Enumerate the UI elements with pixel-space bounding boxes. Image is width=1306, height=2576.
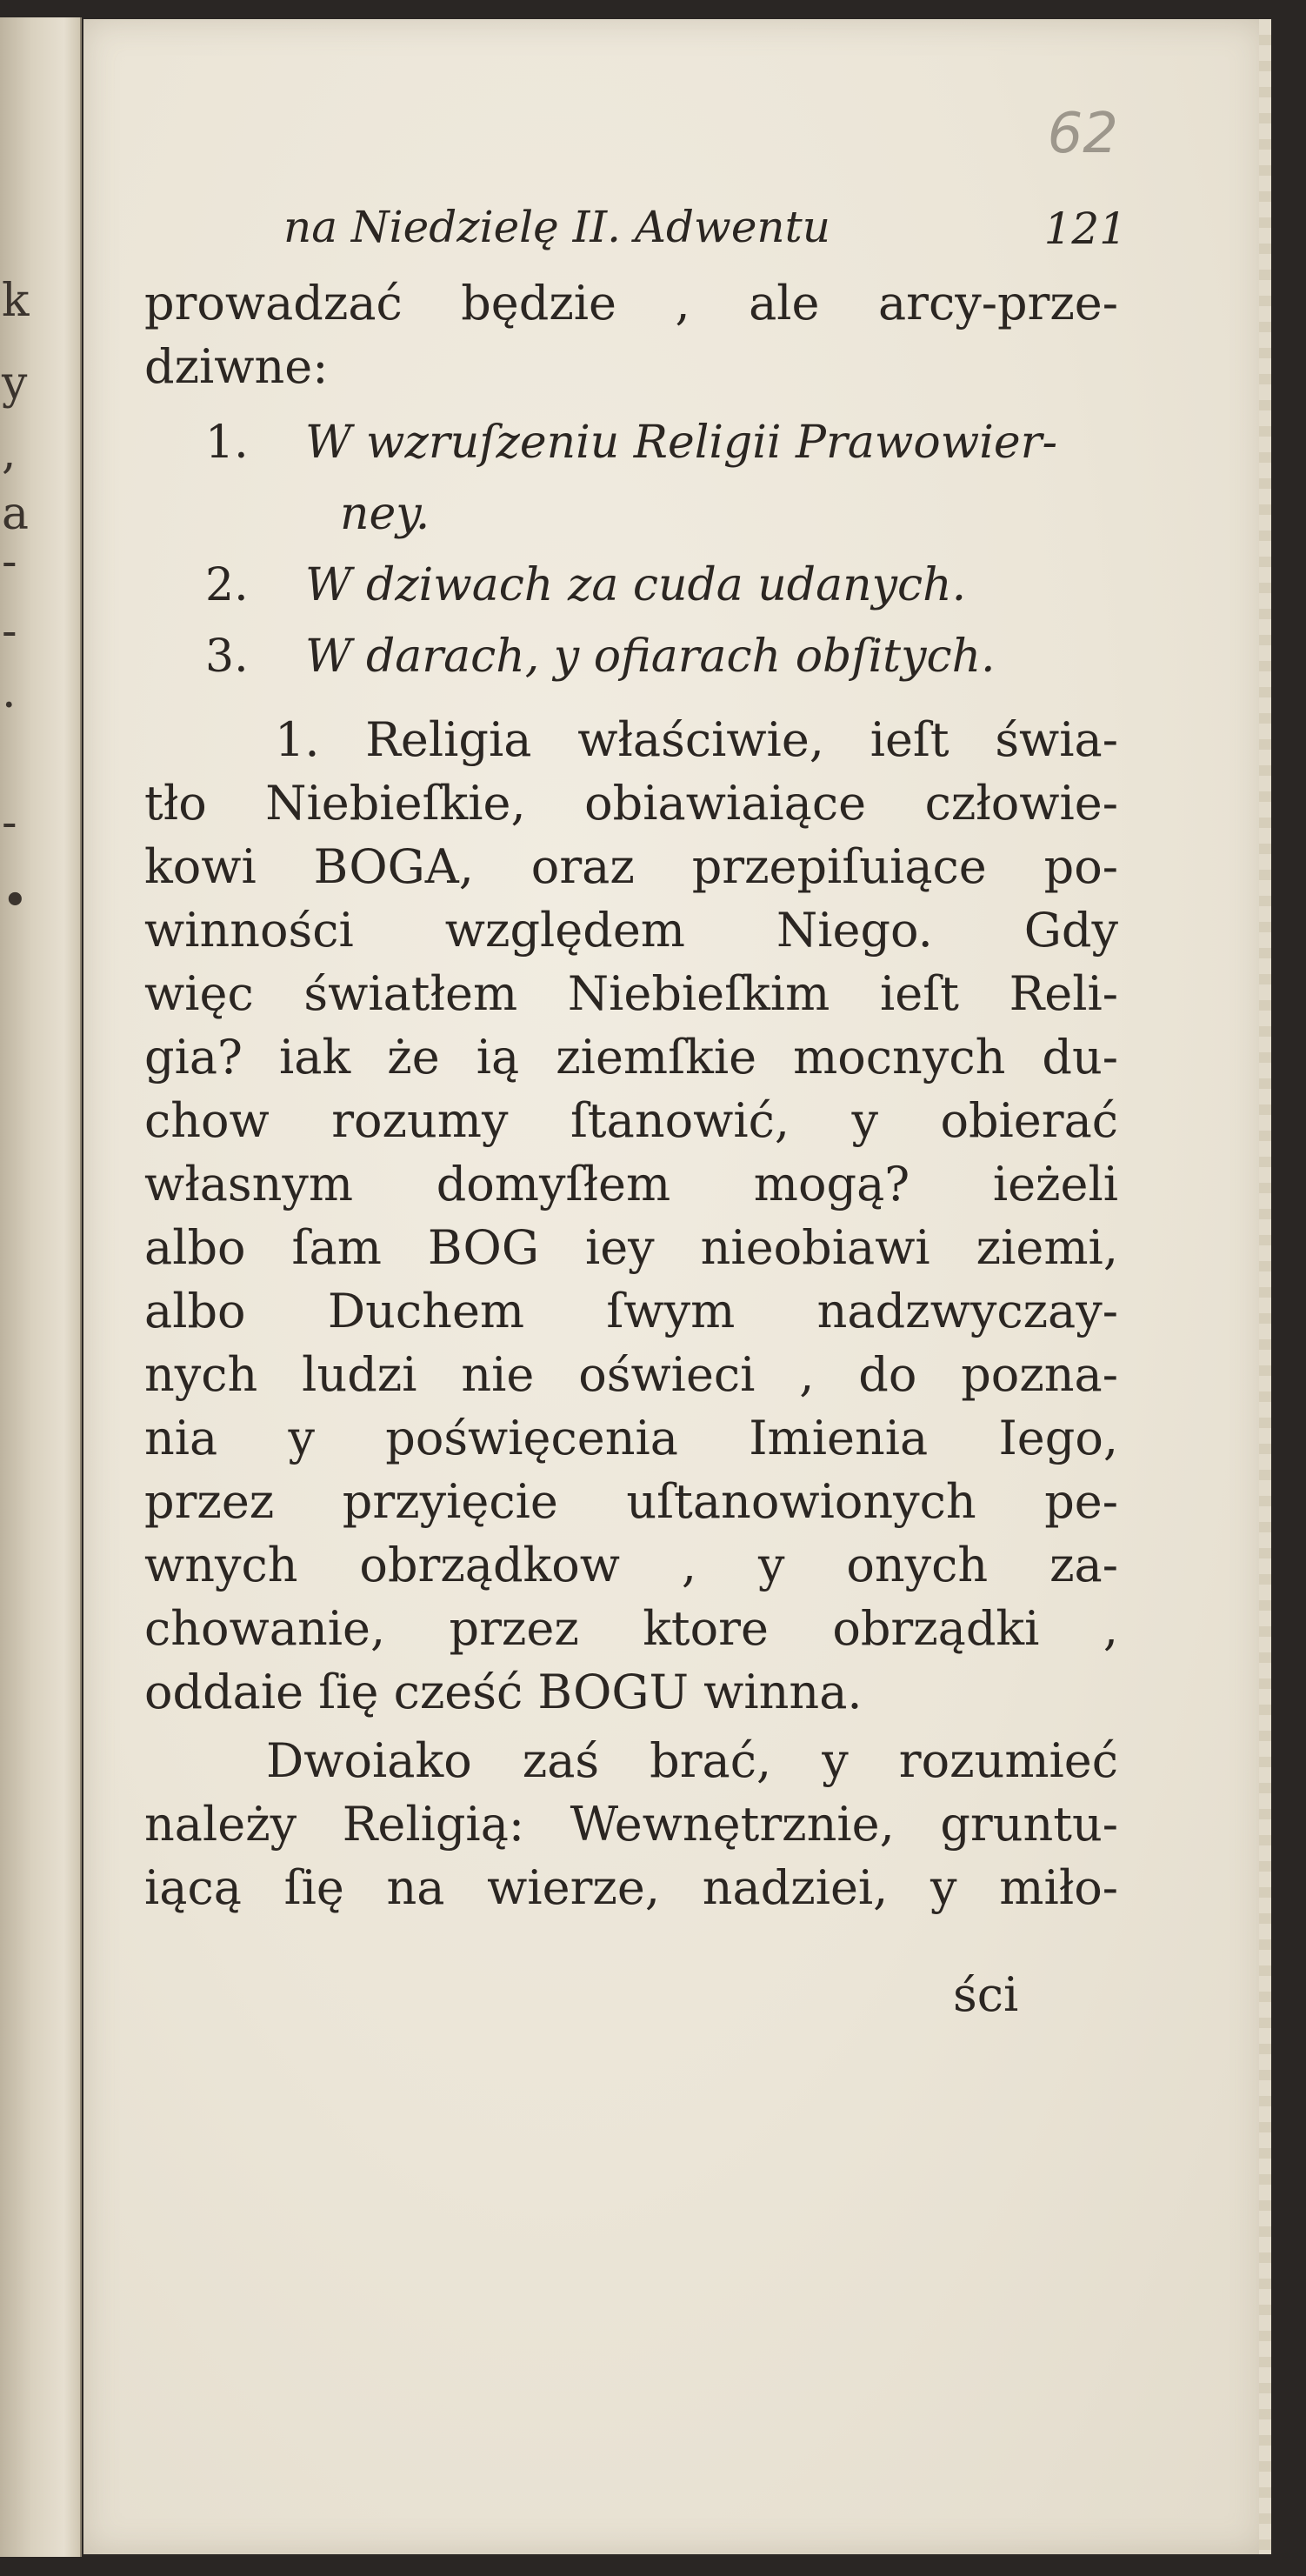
list-item-text: W darach, y ofiarach obſitych. [305, 631, 996, 683]
text-line: 1. Religia właściwie, ieſt świa- [275, 712, 1118, 767]
book-page [83, 19, 1266, 2554]
pencil-folio-mark: 62 [1047, 102, 1118, 166]
text-line: chowanie, przez ktore obrządki , [144, 1601, 1118, 1656]
page-body [144, 271, 1118, 1919]
list-item [144, 550, 1118, 621]
list-item [144, 407, 1118, 478]
text-line: prowadzać będzie , ale arcy-prze- [144, 276, 1118, 330]
list-item [144, 621, 1118, 692]
text-line: kowi BOGA, oraz przepiſuiące po- [144, 839, 1118, 894]
text-line: chow rozumy ſtanowić, y obierać [144, 1093, 1118, 1148]
text-line: albo Duchem ſwym nadzwyczay- [144, 1284, 1118, 1338]
list-item-number: 3. [205, 631, 249, 683]
facing-page-fragment: k [2, 275, 30, 327]
list-item-number: 1. [205, 417, 249, 469]
text-line: wnych obrządkow , y onych za- [144, 1538, 1118, 1592]
paragraph-2 [144, 1729, 1118, 1919]
running-head-title: na Niedzielę II. Adwentu [283, 202, 830, 252]
text-line: iącą ſię na wierze, nadziei, y miło- [144, 1860, 1118, 1915]
facing-page-fragment: a [2, 488, 30, 540]
text-line: nia y poświęcenia Imienia Iego, [144, 1411, 1118, 1465]
facing-page-fragment: , [2, 427, 17, 479]
facing-page-fragment: - [2, 536, 17, 588]
text-line: gia? iak że ią ziemſkie mocnych du- [144, 1030, 1118, 1084]
text-line: Dwoiako zaś brać, y rozumieć [266, 1733, 1118, 1788]
list-item-number: 2. [205, 559, 249, 611]
catchword: ści [953, 1967, 1019, 2022]
text-line: tło Niebieſkie, obiawiaiące człowie- [144, 776, 1118, 831]
text-line: dziwne: [144, 339, 329, 394]
facing-page-fragment: - [2, 605, 17, 657]
text-line: własnym domyſłem mogą? ieżeli [144, 1157, 1118, 1211]
facing-page-fragment: - [2, 797, 17, 849]
list-item-text: W dziwach za cuda udanych. [305, 559, 967, 611]
facing-page-edge [0, 17, 82, 2557]
facing-page-fragment: y [2, 357, 28, 410]
text-line: więc światłem Niebieſkim ieſt Reli- [144, 966, 1118, 1021]
text-line: oddaie ſię cześć BOGU winna. [144, 1665, 863, 1719]
list-item-continuation [144, 478, 1118, 550]
running-head [283, 193, 1127, 263]
text-line: przez przyięcie uſtanowionych pe- [144, 1474, 1118, 1529]
paragraph-1 [144, 708, 1118, 1724]
page-number: 121 [1043, 204, 1127, 254]
text-line: albo ſam BOG iey nieobiawi ziemi, [144, 1220, 1118, 1275]
list-item-text: W wzruſzeniu Religii Prawowier- [305, 417, 1058, 469]
list-item-text: ney. [340, 488, 430, 540]
numbered-list [144, 407, 1118, 692]
facing-page-fragment: • [2, 875, 29, 927]
text-line: należy Religią: Wewnętrznie, gruntu- [144, 1797, 1118, 1852]
text-line: nych ludzi nie oświeci , do pozna- [144, 1347, 1118, 1402]
text-line: winności względem Niego. Gdy [144, 903, 1118, 958]
facing-page-fragment: . [2, 666, 17, 718]
